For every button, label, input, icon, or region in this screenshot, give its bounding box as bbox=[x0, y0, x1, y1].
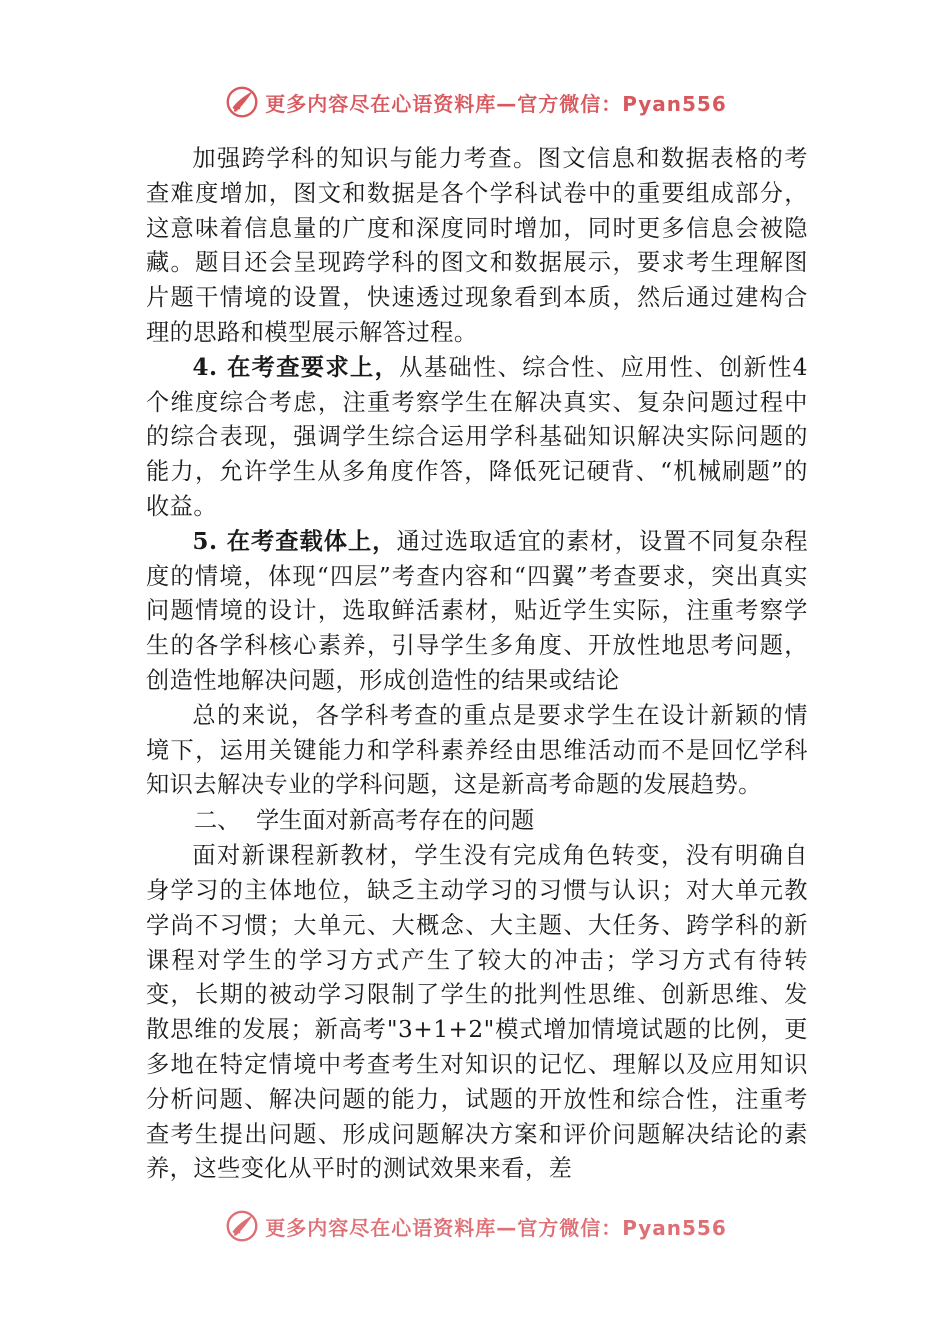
paragraph-cross-discipline: 加强跨学科的知识与能力考查。图文信息和数据表格的考查难度增加，图文和数据是各个学科试卷中的重要组成部分，这意味着信息量的广度和深度同时增加，同时更多信息会被隐藏。题目还会呈现跨学科的图文和数据展示，要求考生理解图片题干情境的设置，快速透过现象看到本质，然后通过建构合理的思路和模型展示解答过程。 bbox=[146, 145, 808, 346]
brush-logo-icon bbox=[223, 83, 261, 121]
document-body bbox=[146, 142, 808, 1187]
paragraph-requirements-lead: 4. 在考查要求上， bbox=[192, 353, 400, 381]
section-heading-text: 学生面对新高考存在的问题 bbox=[256, 807, 535, 835]
header-watermark-text: 更多内容尽在心语资料库—官方微信：Pyan556 bbox=[265, 91, 727, 116]
paragraph-carriers-text: 通过选取适宜的素材，设置不同复杂程度的情境，体现“四层”考查内容和“四翼”考查要求，突出真实问题情境的设计，选取鲜活素材，贴近学生实际，注重考察学生的各学科核心素养，引导学生多角度、开放性地思考问题，创造性地解决问题，形成创造性的结果或结论 bbox=[146, 527, 809, 694]
brush-logo-icon bbox=[223, 1207, 261, 1245]
paragraph-carriers-lead: 5. 在考查载体上， bbox=[192, 527, 397, 555]
section-heading bbox=[146, 803, 808, 839]
paragraph-requirements-text: 从基础性、综合性、应用性、创新性4个维度综合考虑，注重考察学生在解决真实、复杂问题过程中的综合表现，强调学生综合运用学科基础知识解决实际问题的能力，允许学生从多角度作答，降低死记硬背、“机械刷题”的收益。 bbox=[146, 353, 808, 520]
footer-watermark bbox=[0, 1206, 950, 1246]
header-watermark bbox=[0, 82, 950, 122]
paragraph-student-problems: 面对新课程新教材，学生没有完成角色转变，没有明确自身学习的主体地位，缺乏主动学习的习惯与认识；对大单元教学尚不习惯；大单元、大概念、大主题、大任务、跨学科的新课程对学生的学习方式产生了较大的冲击；学习方式有待转变，长期的被动学习限制了学生的批判性思维、创新思维、发散思维的发展；新高考"3+1+2"模式增加情境试题的比例，更多地在特定情境中考查考生对知识的记忆、理解以及应用知识分析问题、解决问题的能力，试题的开放性和综合性，注重考查考生提出问题、形成问题解决方案和评价问题解决结论的素养，这些变化从平时的测试效果来看，差 bbox=[146, 842, 808, 1183]
footer-watermark-text: 更多内容尽在心语资料库—官方微信：Pyan556 bbox=[265, 1215, 727, 1240]
section-heading-number: 二、 bbox=[194, 807, 241, 835]
paragraph-summary: 总的来说，各学科考查的重点是要求学生在设计新颖的情境下，运用关键能力和学科素养经由思维活动而不是回忆学科知识去解决专业的学科问题，这是新高考命题的发展趋势。 bbox=[146, 701, 808, 799]
paragraph-requirements bbox=[146, 351, 808, 525]
paragraph-carriers bbox=[146, 525, 808, 699]
